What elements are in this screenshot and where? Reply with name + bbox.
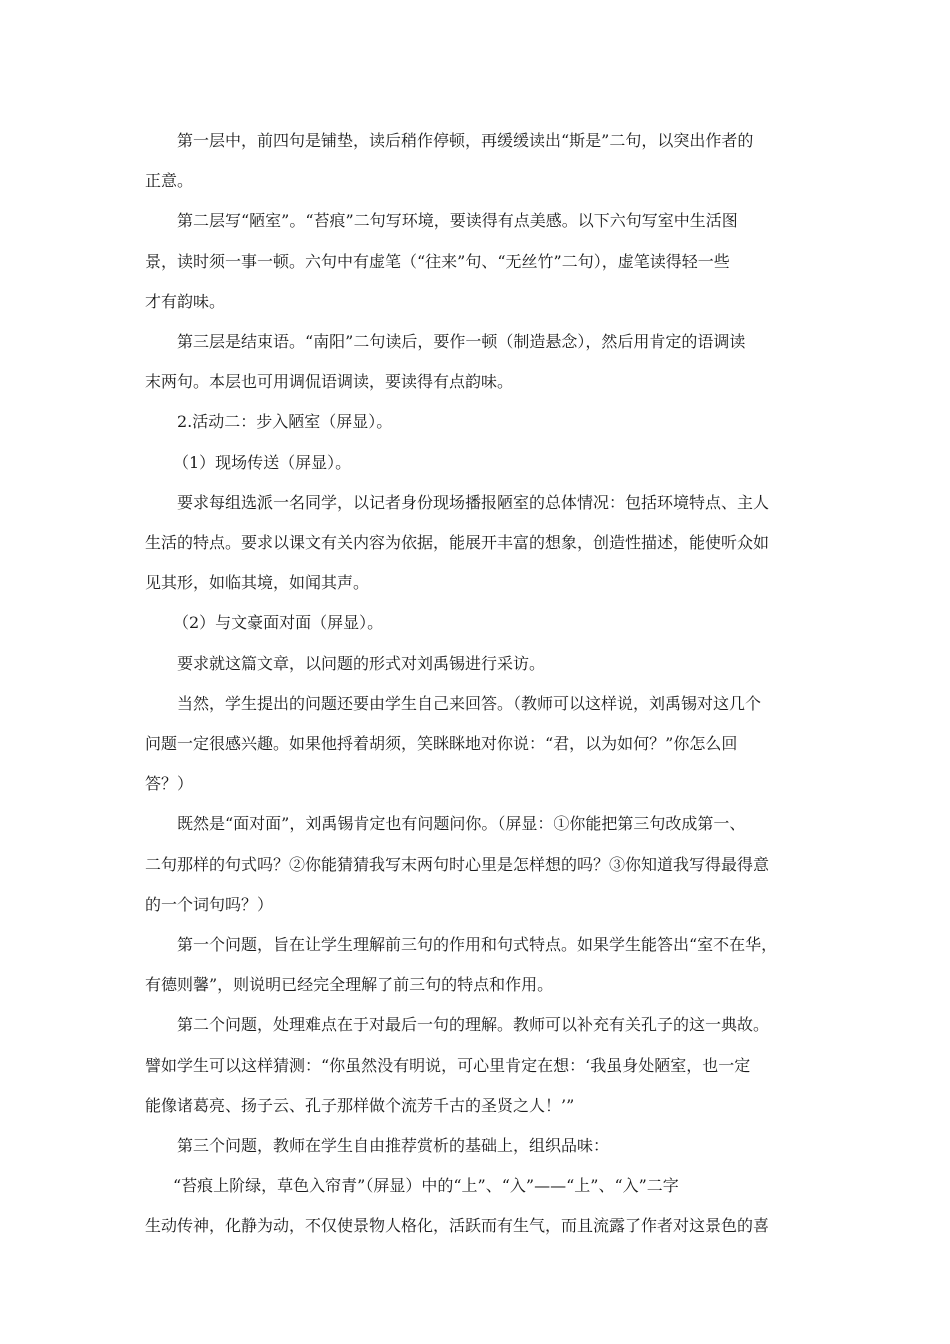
subsection-heading: （2）与文豪面对面（屏显）。 (173, 613, 384, 633)
text-line: 答？） (145, 774, 194, 794)
text-line: 生活的特点。要求以课文有关内容为依据，能展开丰富的想象，创造性描述，能使听众如 (145, 533, 770, 553)
document-body (145, 121, 810, 1247)
text-line: 才有韵味。 (145, 291, 226, 311)
text-line: 第二个问题，处理难点在于对最后一句的理解。教师可以补充有关孔子的这一典故。 (177, 1015, 770, 1035)
text-line: 正意。 (145, 171, 194, 191)
text-line: 能像诸葛亮、扬子云、孔子那样做个流芳千古的圣贤之人！’” (145, 1095, 575, 1115)
text-line: 景，读时须一事一顿。六句中有虚笔（“往来”句、“无丝竹”二句），虚笔读得轻一些 (145, 251, 730, 271)
text-line: “苔痕上阶绿，草色入帘青”（屏显）中的“上”、“入”——“上”、“入”二字 (173, 1176, 679, 1196)
text-line: 问题一定很感兴趣。如果他捋着胡须，笑眯眯地对你说：“君，以为如何？”你怎么回 (145, 734, 738, 754)
text-line: 见其形，如临其境，如闻其声。 (145, 573, 370, 593)
text-line: 二句那样的句式吗？②你能猜猜我写末两句时心里是怎样想的吗？③你知道我写得最得意 (145, 854, 770, 874)
text-line: 要求就这篇文章，以问题的形式对刘禹锡进行采访。 (177, 653, 546, 673)
text-line: 当然，学生提出的问题还要由学生自己来回答。（教师可以这样说，刘禹锡对这几个 (177, 693, 762, 713)
subsection-heading: （1）现场传送（屏显）。 (173, 452, 352, 472)
text-line: 要求每组选派一名同学，以记者身份现场播报陋室的总体情况：包括环境特点、主人 (177, 492, 770, 512)
text-line: 既然是“面对面”，刘禹锡肯定也有问题问你。（屏显：①你能把第三句改成第一、 (177, 814, 746, 834)
text-line: 的一个词句吗？） (145, 894, 274, 914)
text-line: 第三个问题，教师在学生自由推荐赏析的基础上，组织品味： (177, 1136, 610, 1156)
text-line: 第一层中，前四句是铺垫，读后稍作停顿，再缓缓读出“斯是”二句，以突出作者的 (177, 131, 754, 150)
section-heading: 2.活动二：步入陋室（屏显）。 (177, 412, 393, 432)
text-line: 第三层是结束语。“南阳”二句读后，要作一顿（制造悬念），然后用肯定的语调读 (177, 332, 746, 352)
text-line: 生动传神，化静为动，不仅使景物人格化，活跃而有生气，而且流露了作者对这景色的喜 (145, 1216, 770, 1236)
text-line: 第二层写“陋室”。“苔痕”二句写环境，要读得有点美感。以下六句写室中生活图 (177, 211, 738, 231)
text-line: 譬如学生可以这样猜测：“你虽然没有明说，可心里肯定在想：‘我虽身处陋室，也一定 (145, 1055, 751, 1075)
text-line: 第一个问题，旨在让学生理解前三句的作用和句式特点。如果学生能答出“室不在华， (177, 935, 778, 955)
text-line: 末两句。本层也可用调侃语调读，要读得有点韵味。 (145, 372, 514, 392)
text-line: 有德则馨”，则说明已经完全理解了前三句的特点和作用。 (145, 975, 554, 995)
